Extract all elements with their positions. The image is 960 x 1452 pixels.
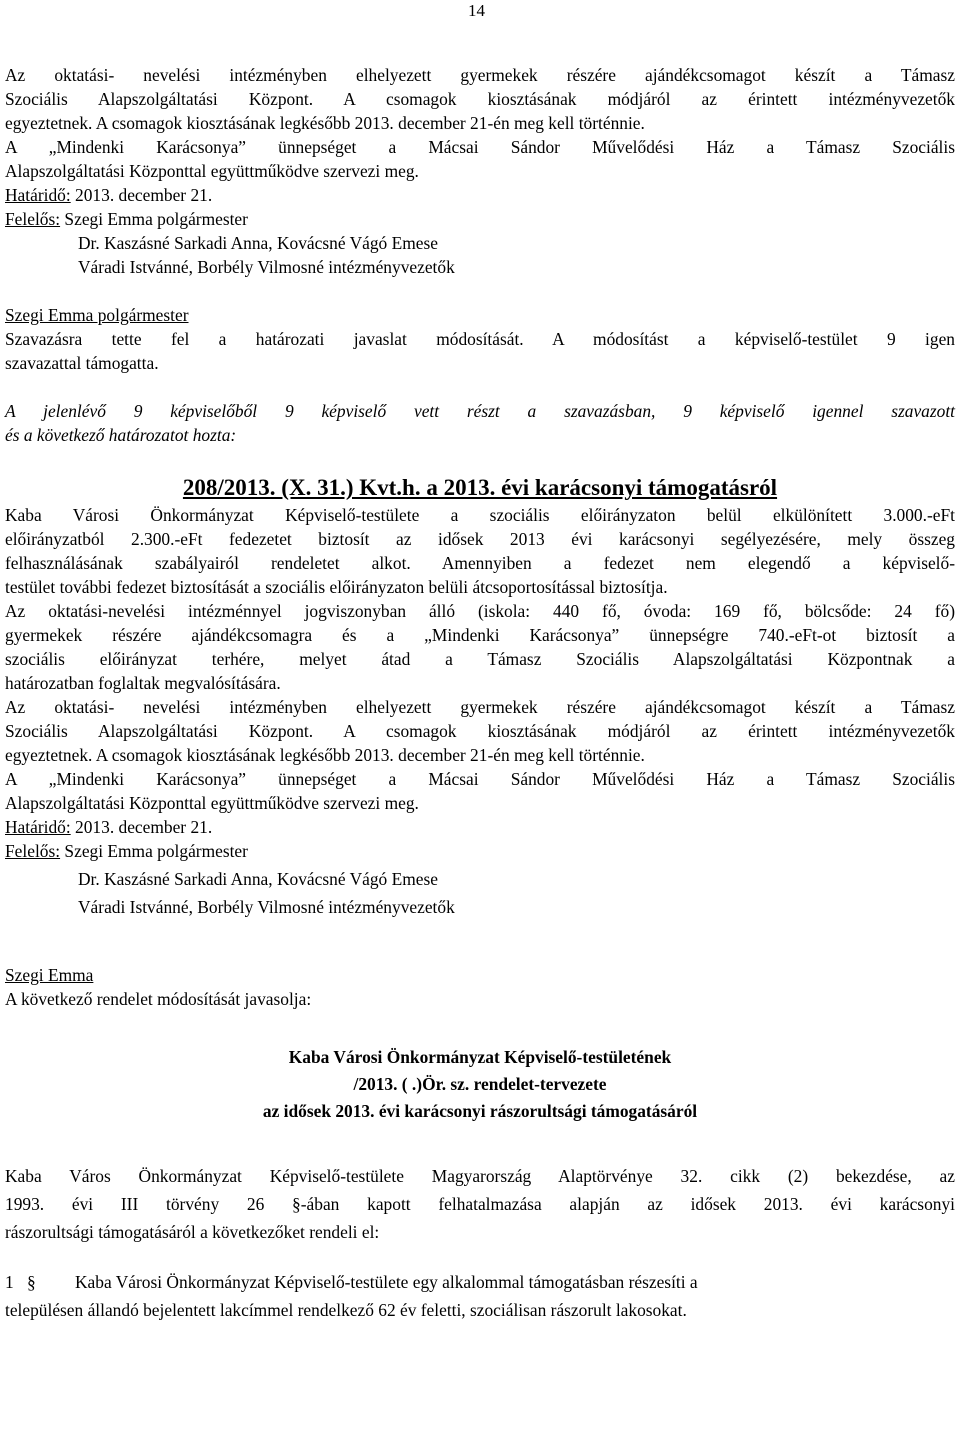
preamble <box>5 1162 955 1246</box>
vote-text: Szavazásra tette fel a határozati javaslat módosítását. A módosítást a képviselő-testület 9 igen <box>5 329 955 349</box>
text-line: 1993. évi III törvény 26 §-ában kapott felhatalmazása alapján az idősek 2013. évi karácsonyi <box>5 1194 955 1214</box>
draft-title-line: Kaba Városi Önkormányzat Képviselő-testületének <box>288 1047 672 1067</box>
deadline-label: Határidő: <box>5 817 71 837</box>
vote-result: és a következő határozatot hozta: <box>5 425 237 445</box>
text-line: Kaba Város Önkormányzat Képviselő-testülete Magyarország Alaptörvénye 32. cikk (2) bekezdése, az <box>5 1166 955 1186</box>
deadline-label: Határidő: <box>5 185 71 205</box>
text-line: Alapszolgáltatási Központtal együttműködve szervezi meg. <box>5 161 419 181</box>
text-line: A „Mindenki Karácsonya” ünnepséget a Mácsai Sándor Művelődési Ház a Támasz Szociális <box>5 769 955 789</box>
section-text: településen állandó bejelentett lakcímmel rendelkező 62 év feletti, szociálisan rászorult lakosokat. <box>5 1300 687 1320</box>
text-line: Az oktatási-nevelési intézménnyel jogviszonyban álló (iskola: 440 fő, óvoda: 169 fő, bölcsőde: 24 fő) <box>5 601 955 621</box>
text-line: testület további fedezet biztosítását a szociális előirányzaton belüli átcsoportosítással biztosítja. <box>5 577 668 597</box>
responsible-label: Felelős: <box>5 841 61 861</box>
section-sign: § <box>27 1272 36 1292</box>
section-first-line <box>5 1268 955 1296</box>
speaker-heading: Szegi Emma <box>5 965 94 985</box>
text-line: felhasználásának szabályairól rendeletet alkot. Amennyiben a fedezet nem elegendő a képviselő- <box>5 553 955 573</box>
text-line: szociális előirányzat terhére, melyet átad a Támasz Szociális Alapszolgáltatási Központnak a <box>5 649 955 669</box>
text-line: Az oktatási- nevelési intézményben elhelyezett gyermekek részére ajándékcsomagot készít a Támasz <box>5 65 955 85</box>
text-line: határozatban foglaltak megvalósítására. <box>5 673 281 693</box>
vote-result: A jelenlévő 9 képviselőből 9 képviselő vett részt a szavazásban, 9 képviselő igennel szavazott <box>5 401 955 421</box>
responsible-label: Felelős: <box>5 209 61 229</box>
text-line: előirányzatból 2.300.-eFt fedezetet biztosít az idősek 2013 évi karácsonyi segélyezésére, mely összeg <box>5 529 955 549</box>
section-1 <box>5 1268 955 1324</box>
deadline-line <box>5 183 955 207</box>
text-line: egyeztetnek. A csomagok kiosztásának legkésőbb 2013. december 21-én meg kell történnie. <box>5 113 645 133</box>
resolution-text <box>5 503 955 695</box>
deadline-line <box>5 815 955 839</box>
responsible-extra: Váradi Istvánné, Borbély Vilmosné intézményvezetők <box>78 897 455 917</box>
draft-title-line: /2013. ( .)Ör. sz. rendelet-tervezete <box>353 1074 607 1094</box>
page-number: 14 <box>468 1 485 20</box>
section-number: 1 <box>5 1272 14 1292</box>
section-text: Kaba Városi Önkormányzat Képviselő-testülete egy alkalommal támogatásban részesíti a <box>75 1272 698 1292</box>
paragraph-distribution-2 <box>5 695 955 815</box>
paragraph-distribution-1 <box>5 63 955 183</box>
vote-text: szavazattal támogatta. <box>5 353 159 373</box>
responsible-extra: Dr. Kaszásné Sarkadi Anna, Kovácsné Vágó Emese <box>78 233 438 253</box>
text-line: A „Mindenki Karácsonya” ünnepséget a Mácsai Sándor Művelődési Ház a Támasz Szociális <box>5 137 955 157</box>
text-line: Kaba Városi Önkormányzat Képviselő-testülete a szociális előirányzaton belül elkülönített 3.000.-eFt <box>5 505 955 525</box>
draft-title-line: az idősek 2013. évi karácsonyi rászorultsági támogatásáról <box>262 1101 698 1121</box>
responsible-value: Szegi Emma polgármester <box>60 209 248 229</box>
text-line: Az oktatási- nevelési intézményben elhelyezett gyermekek részére ajándékcsomagot készít a Támasz <box>5 697 955 717</box>
speaker-heading: Szegi Emma polgármester <box>5 305 189 325</box>
text-line: Szociális Alapszolgáltatási Központ. A csomagok kiosztásának módjáról az érintett intézményvezetők <box>5 721 955 741</box>
text-line: rászorultsági támogatásáról a következőket rendeli el: <box>5 1222 380 1242</box>
text-line: Szociális Alapszolgáltatási Központ. A csomagok kiosztásának módjáról az érintett intézményvezetők <box>5 89 955 109</box>
text-line: gyermekek részére ajándékcsomagra és a „Mindenki Karácsonya” ünnepségre 740.-eFt-ot biztosít a <box>5 625 955 645</box>
text-line: Alapszolgáltatási Központtal együttműködve szervezi meg. <box>5 793 419 813</box>
text-line: egyeztetnek. A csomagok kiosztásának legkésőbb 2013. december 21-én meg kell történnie. <box>5 745 645 765</box>
document-body <box>5 63 955 1324</box>
deadline-value: 2013. december 21. <box>70 185 213 205</box>
resolution-title: 208/2013. (X. 31.) Kvt.h. a 2013. évi karácsonyi támogatásról <box>182 475 778 500</box>
responsible-line <box>5 207 955 231</box>
proposal-intro: A következő rendelet módosítását javasolja: <box>5 989 312 1009</box>
responsible-extra: Dr. Kaszásné Sarkadi Anna, Kovácsné Vágó Emese <box>78 869 438 889</box>
draft-title <box>5 1044 955 1125</box>
responsible-extra: Váradi Istvánné, Borbély Vilmosné intézményvezetők <box>78 257 455 277</box>
responsible-line <box>5 839 955 863</box>
deadline-value: 2013. december 21. <box>70 817 213 837</box>
responsible-value: Szegi Emma polgármester <box>60 841 248 861</box>
